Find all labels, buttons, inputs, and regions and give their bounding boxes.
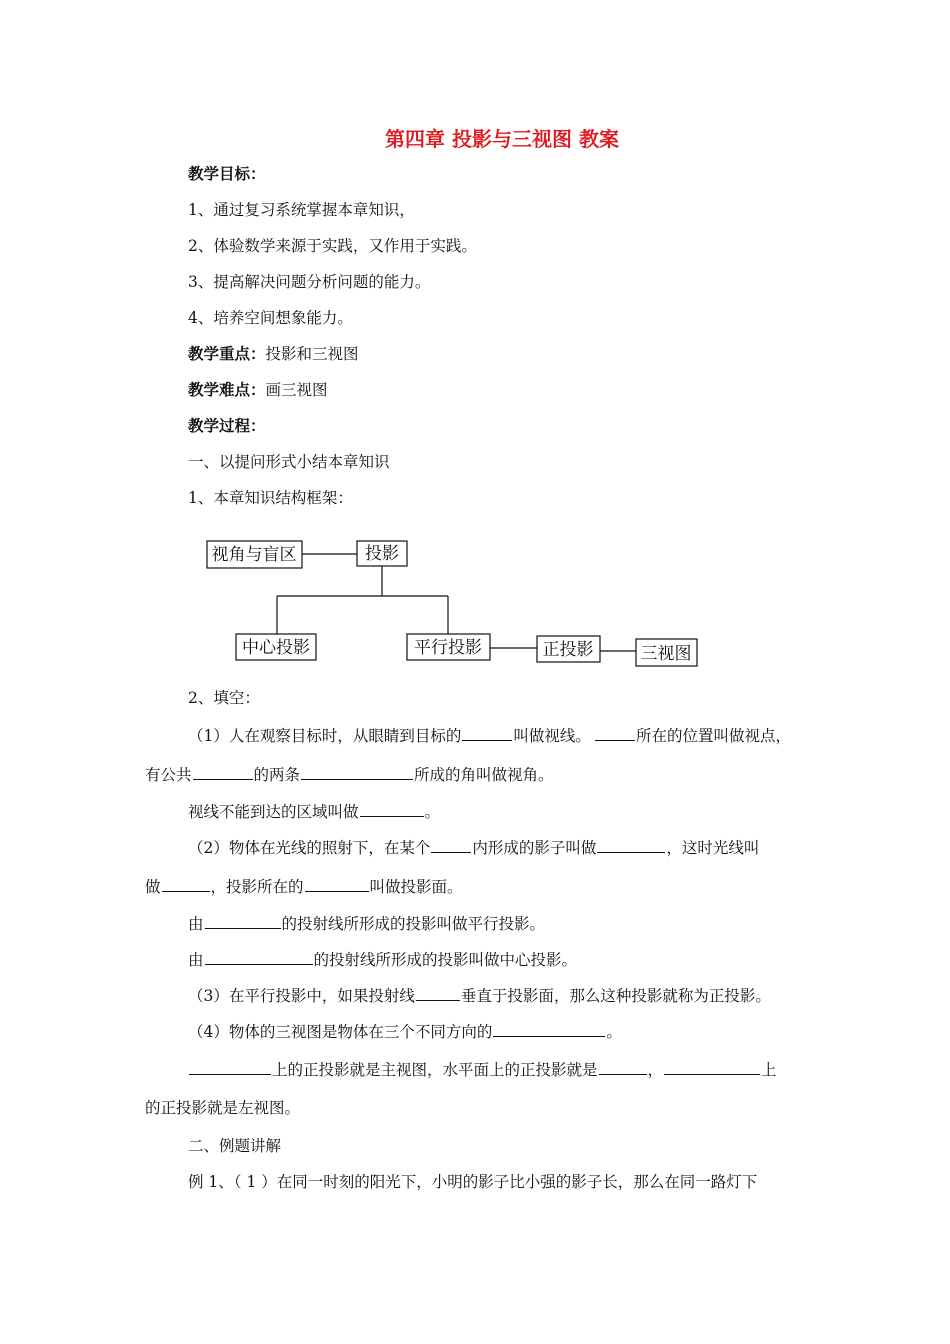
- answer-blank[interactable]: [205, 914, 281, 929]
- question-line: [145, 765, 554, 785]
- answer-blank[interactable]: [205, 950, 313, 965]
- goal-item: 3、提高解决问题分析问题的能力。: [188, 273, 431, 291]
- answer-blank[interactable]: [301, 765, 413, 780]
- answer-blank[interactable]: [162, 877, 210, 892]
- goal-item: 4、培养空间想象能力。: [188, 309, 353, 327]
- question-text: ，投影所在的: [210, 878, 304, 896]
- question-line: 的正投影就是左视图。: [145, 1099, 301, 1117]
- question-line: [188, 802, 440, 822]
- question-line: [188, 914, 545, 934]
- node-label: 正投影: [542, 640, 594, 660]
- example-text: 例 1、（ 1 ）在同一时刻的阳光下，小明的影子比小强的影子长，那么在同一路灯下: [188, 1173, 758, 1191]
- question-text: 叫做投影面。: [369, 878, 463, 896]
- question-line: [188, 986, 771, 1006]
- node-three-views: [636, 639, 697, 666]
- node-parallel-projection: [407, 634, 490, 660]
- node-view-angle: [207, 541, 302, 568]
- question-text: 视线不能到达的区域叫做: [188, 803, 359, 821]
- answer-blank[interactable]: [305, 877, 369, 892]
- framework-label: 1、本章知识结构框架：: [188, 489, 353, 507]
- question-text: （4）物体的三视图是物体在三个不同方向的: [188, 1023, 493, 1041]
- answer-blank[interactable]: [595, 726, 635, 741]
- question-line: [188, 838, 759, 858]
- answer-blank[interactable]: [493, 1022, 605, 1037]
- fill-heading: 2、填空：: [188, 689, 260, 707]
- answer-blank[interactable]: [360, 802, 424, 817]
- question-text: 有公共: [145, 766, 192, 784]
- question-text: （3）在平行投影中，如果投射线: [188, 987, 415, 1005]
- question-text: 。: [606, 1023, 622, 1041]
- answer-blank[interactable]: [189, 1060, 271, 1075]
- answer-blank[interactable]: [193, 765, 253, 780]
- question-text: 上的正投影就是主视图，水平面上的正投影就是: [272, 1061, 598, 1079]
- difficulty-label: 教学难点：: [188, 380, 266, 399]
- question-line: [188, 950, 577, 970]
- node-label: 投影: [365, 544, 399, 564]
- focus-label: 教学重点：: [188, 344, 266, 363]
- goal-item: 1、通过复习系统掌握本章知识，: [188, 201, 415, 219]
- question-text: 的两条: [253, 766, 301, 784]
- question-text: 做: [145, 878, 161, 896]
- difficulty-value: 画三视图: [265, 381, 328, 399]
- question-text: ，: [647, 1061, 664, 1079]
- page-title: 第四章 投影与三视图 教案: [385, 127, 619, 151]
- answer-blank[interactable]: [664, 1060, 760, 1075]
- question-text: ，这时光线叫: [666, 839, 760, 857]
- question-text: 垂直于投影面，那么这种投影就称为正投影。: [460, 987, 771, 1005]
- answer-blank[interactable]: [462, 726, 512, 741]
- section-heading: 二、例题讲解: [188, 1137, 282, 1155]
- answer-blank[interactable]: [416, 986, 460, 1001]
- question-text: 。: [424, 803, 441, 821]
- question-text: 内形成的影子叫做: [472, 839, 597, 857]
- answer-blank[interactable]: [599, 1060, 647, 1075]
- answer-blank[interactable]: [597, 838, 665, 853]
- node-label: 平行投影: [414, 638, 482, 658]
- node-label: 三视图: [640, 644, 692, 664]
- question-text: （2）物体在光线的照射下，在某个: [188, 839, 431, 857]
- question-text: （1）人在观察目标时，从眼睛到目标的: [188, 727, 462, 745]
- node-label: 中心投影: [242, 638, 310, 658]
- question-line: [145, 877, 463, 897]
- question-text: 由: [188, 951, 204, 969]
- question-text: 上: [761, 1061, 777, 1079]
- focus-value: 投影和三视图: [265, 345, 359, 363]
- question-line: [188, 726, 791, 746]
- answer-blank[interactable]: [431, 838, 471, 853]
- question-text: 由: [188, 915, 204, 933]
- process-heading: 教学过程：: [188, 416, 266, 435]
- node-orthographic-projection: [537, 636, 600, 662]
- question-text: 叫做视线。: [513, 727, 591, 745]
- node-label: 视角与盲区: [211, 545, 297, 565]
- question-line: [188, 1060, 777, 1080]
- goal-item: 2、体验数学来源于实践，又作用于实践。: [188, 237, 477, 255]
- node-projection: [357, 541, 407, 566]
- section-heading: 一、以提问形式小结本章知识: [188, 453, 390, 471]
- question-line: [188, 1022, 622, 1042]
- goals-heading: 教学目标：: [188, 164, 266, 183]
- node-central-projection: [236, 634, 316, 660]
- question-text: 的投射线所形成的投影叫做中心投影。: [313, 951, 578, 969]
- question-text: 所在的位置叫做视点，: [636, 727, 792, 745]
- question-text: 所成的角叫做视角。: [414, 766, 554, 784]
- question-text: 的投射线所形成的投影叫做平行投影。: [281, 915, 546, 933]
